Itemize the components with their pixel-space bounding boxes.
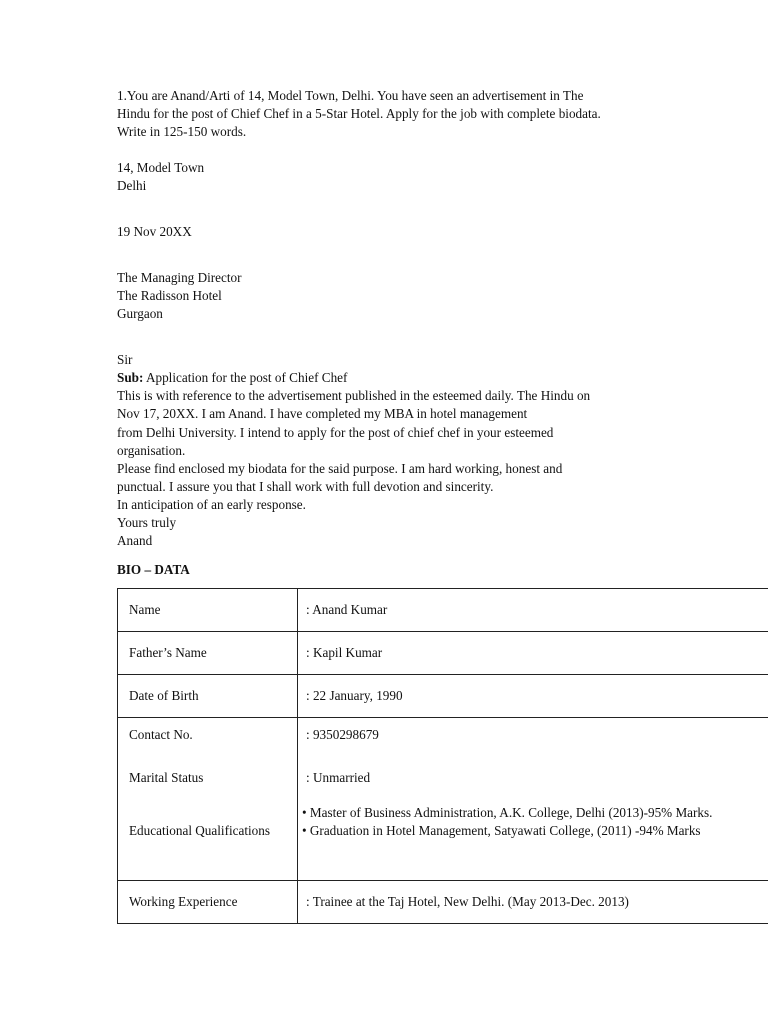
recipient-line-3: Gurgaon — [117, 306, 163, 321]
question-line-2: Hindu for the post of Chief Chef in a 5-Star Hotel. Apply for the job with complete biodata. — [117, 106, 601, 121]
row-value: : Anand Kumar — [298, 589, 768, 632]
closing: Yours truly — [117, 515, 177, 530]
biodata-heading: BIO – DATA — [117, 562, 190, 577]
body-line-7: In anticipation of an early response. — [117, 497, 306, 512]
education-values — [302, 804, 768, 840]
marital-label: Marital Status — [129, 770, 204, 785]
recipient-line-1: The Managing Director — [117, 270, 242, 285]
question-line-1: 1.You are Anand/Arti of 14, Model Town, Delhi. You have seen an advertisement in The — [117, 88, 584, 103]
signature: Anand — [117, 533, 153, 548]
education-item-2: • Graduation in Hotel Management, Satyawati College, (2011) -94% Marks — [302, 823, 701, 838]
contact-value: : 9350298679 — [306, 727, 379, 742]
row-label: Date of Birth — [118, 675, 298, 718]
recipient-line-2: The Radisson Hotel — [117, 288, 222, 303]
table-row — [118, 881, 768, 924]
row-value: : 22 January, 1990 — [298, 675, 768, 718]
subject-line — [117, 369, 347, 387]
work-label: Working Experience — [118, 881, 298, 924]
group-values — [298, 718, 768, 881]
body-line-2: Nov 17, 20XX. I am Anand. I have completed my MBA in hotel management — [117, 406, 528, 421]
body-line-6: punctual. I assure you that I shall work with full devotion and sincerity. — [117, 479, 494, 494]
work-value: : Trainee at the Taj Hotel, New Delhi. (May 2013-Dec. 2013) — [298, 881, 768, 924]
group-labels — [118, 718, 298, 881]
salutation: Sir — [117, 352, 133, 367]
row-label: Name — [118, 589, 298, 632]
body-line-3: from Delhi University. I intend to apply for the post of chief chef in your esteemed — [117, 425, 554, 440]
contact-label: Contact No. — [129, 727, 193, 742]
table-row — [118, 589, 768, 632]
sender-address-line-2: Delhi — [117, 178, 147, 193]
marital-value: : Unmarried — [306, 770, 371, 785]
biodata-table — [117, 588, 768, 924]
row-label: Father’s Name — [118, 632, 298, 675]
subject-text: Application for the post of Chief Chef — [143, 370, 348, 385]
row-value: : Kapil Kumar — [298, 632, 768, 675]
table-row-group — [118, 718, 768, 881]
table-row — [118, 632, 768, 675]
question-line-3: Write in 125-150 words. — [117, 124, 247, 139]
body-line-5: Please find enclosed my biodata for the said purpose. I am hard working, honest and — [117, 461, 563, 476]
education-label: Educational Qualifications — [129, 823, 270, 838]
education-item-1: • Master of Business Administration, A.K. College, Delhi (2013)-95% Marks. — [302, 805, 713, 820]
table-row — [118, 675, 768, 718]
sender-address-line-1: 14, Model Town — [117, 160, 205, 175]
subject-label: Sub: — [117, 370, 144, 385]
body-line-4: organisation. — [117, 443, 186, 458]
body-line-1: This is with reference to the advertisement published in the esteemed daily. The Hindu on — [117, 388, 591, 403]
letter-date: 19 Nov 20XX — [117, 224, 192, 239]
